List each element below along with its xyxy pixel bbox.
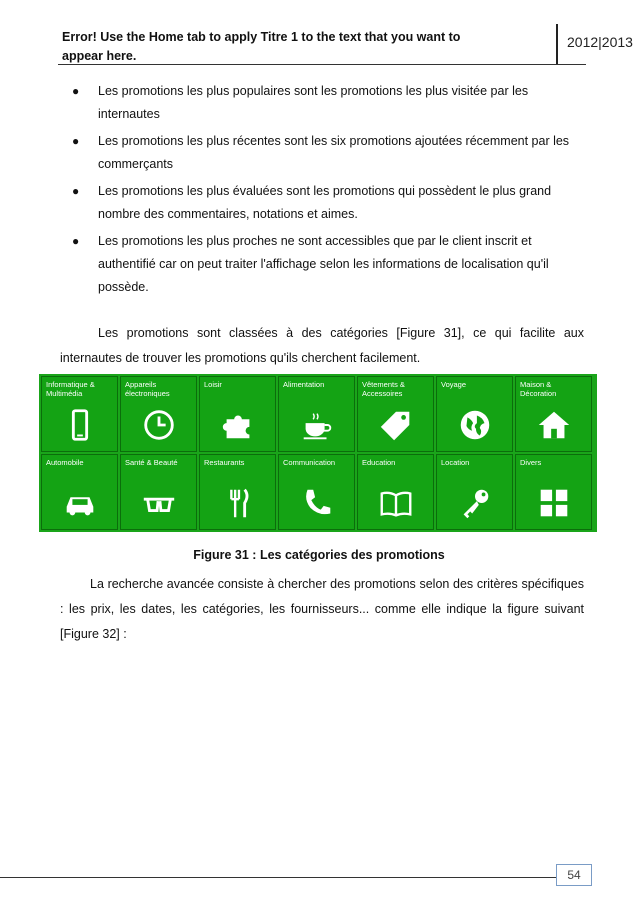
cutlery-icon — [200, 483, 275, 523]
tile-label: Restaurants — [204, 458, 245, 467]
category-tile-automobile — [41, 454, 118, 530]
bullet-icon: ● — [72, 134, 80, 148]
tile-label: Automobile — [46, 458, 84, 467]
tile-label: Communication — [283, 458, 336, 467]
bullet-text: Les promotions les plus récentes sont les six promotions ajoutées récemment par les commerçants — [98, 134, 570, 171]
footer-divider — [0, 877, 556, 878]
bullet-icon: ● — [72, 184, 80, 198]
category-tile-appareils — [120, 376, 197, 452]
intro-paragraph: Les promotions sont classées à des catégories [Figure 31], ce qui facilite aux internautes de trouver les promotions qu'ils cherchent facilement. — [60, 326, 584, 365]
category-tile-divers — [515, 454, 592, 530]
category-tile-voyage — [436, 376, 513, 452]
tile-label: Divers — [520, 458, 542, 467]
bullet-text: Les promotions les plus évaluées sont les promotions qui possèdent le plus grand nombre des commentaires, notations et aimes. — [98, 184, 552, 221]
category-tile-communication — [278, 454, 355, 530]
page-header — [58, 24, 633, 64]
bullet-text: Les promotions les plus populaires sont les promotions les plus visitée par les internautes — [98, 84, 529, 121]
tile-label: Appareils électroniques — [125, 380, 170, 398]
category-tile-restaurants — [199, 454, 276, 530]
tile-label: Vêtements & Accessoires — [362, 380, 405, 398]
category-tile-loisir — [199, 376, 276, 452]
category-tile-sante — [120, 454, 197, 530]
header-divider — [58, 64, 586, 65]
header-title: Error! Use the Home tab to apply Titre 1 to the text that you want to appear here. — [62, 30, 461, 63]
tile-label: Informatique & Multimédia — [46, 380, 95, 398]
tile-label: Maison & Décoration — [520, 380, 557, 398]
bullet-text: Les promotions les plus proches ne sont accessibles que par le client inscrit et authentifié car on peut traiter l'affichage selon les informations de localisation qu'il possède. — [98, 234, 549, 294]
category-tile-maison — [515, 376, 592, 452]
tile-label: Loisir — [204, 380, 222, 389]
category-figure — [39, 374, 597, 532]
page-number: 54 — [556, 864, 592, 886]
tag-icon — [358, 405, 433, 445]
car-icon — [42, 483, 117, 523]
glasses-icon — [121, 483, 196, 523]
globe-icon — [437, 405, 512, 445]
list-item — [66, 180, 586, 226]
list-item — [66, 80, 586, 126]
house-icon — [516, 405, 591, 445]
tile-label: Voyage — [441, 380, 467, 389]
header-year: 2012|2013 — [556, 24, 633, 64]
category-tile-vetements — [357, 376, 434, 452]
list-item — [66, 230, 586, 299]
search-paragraph: La recherche avancée consiste à chercher des promotions selon des critères spécifiques : les prix, les dates, les catégories, les fournisseurs... comme elle indique la figure suivant [Figure 32] : — [60, 577, 584, 641]
coffee-cup-icon — [279, 405, 354, 445]
key-icon — [437, 483, 512, 523]
list-item — [66, 130, 586, 176]
category-tile-location — [436, 454, 513, 530]
telephone-icon — [279, 483, 354, 523]
puzzle-icon — [200, 405, 275, 445]
category-tile-education — [357, 454, 434, 530]
tile-label: Santé & Beauté — [125, 458, 178, 467]
category-tile-informatique — [41, 376, 118, 452]
category-tile-alimentation — [278, 376, 355, 452]
bullet-list — [66, 80, 586, 303]
book-icon — [358, 483, 433, 523]
phone-icon — [42, 405, 117, 445]
bullet-icon: ● — [72, 84, 80, 98]
tile-label: Alimentation — [283, 380, 325, 389]
tile-label: Education — [362, 458, 396, 467]
grid-icon — [516, 483, 591, 523]
bullet-icon: ● — [72, 234, 80, 248]
figure-caption: Figure 31 : Les catégories des promotions — [193, 548, 445, 562]
clock-icon — [121, 405, 196, 445]
tile-label: Location — [441, 458, 470, 467]
